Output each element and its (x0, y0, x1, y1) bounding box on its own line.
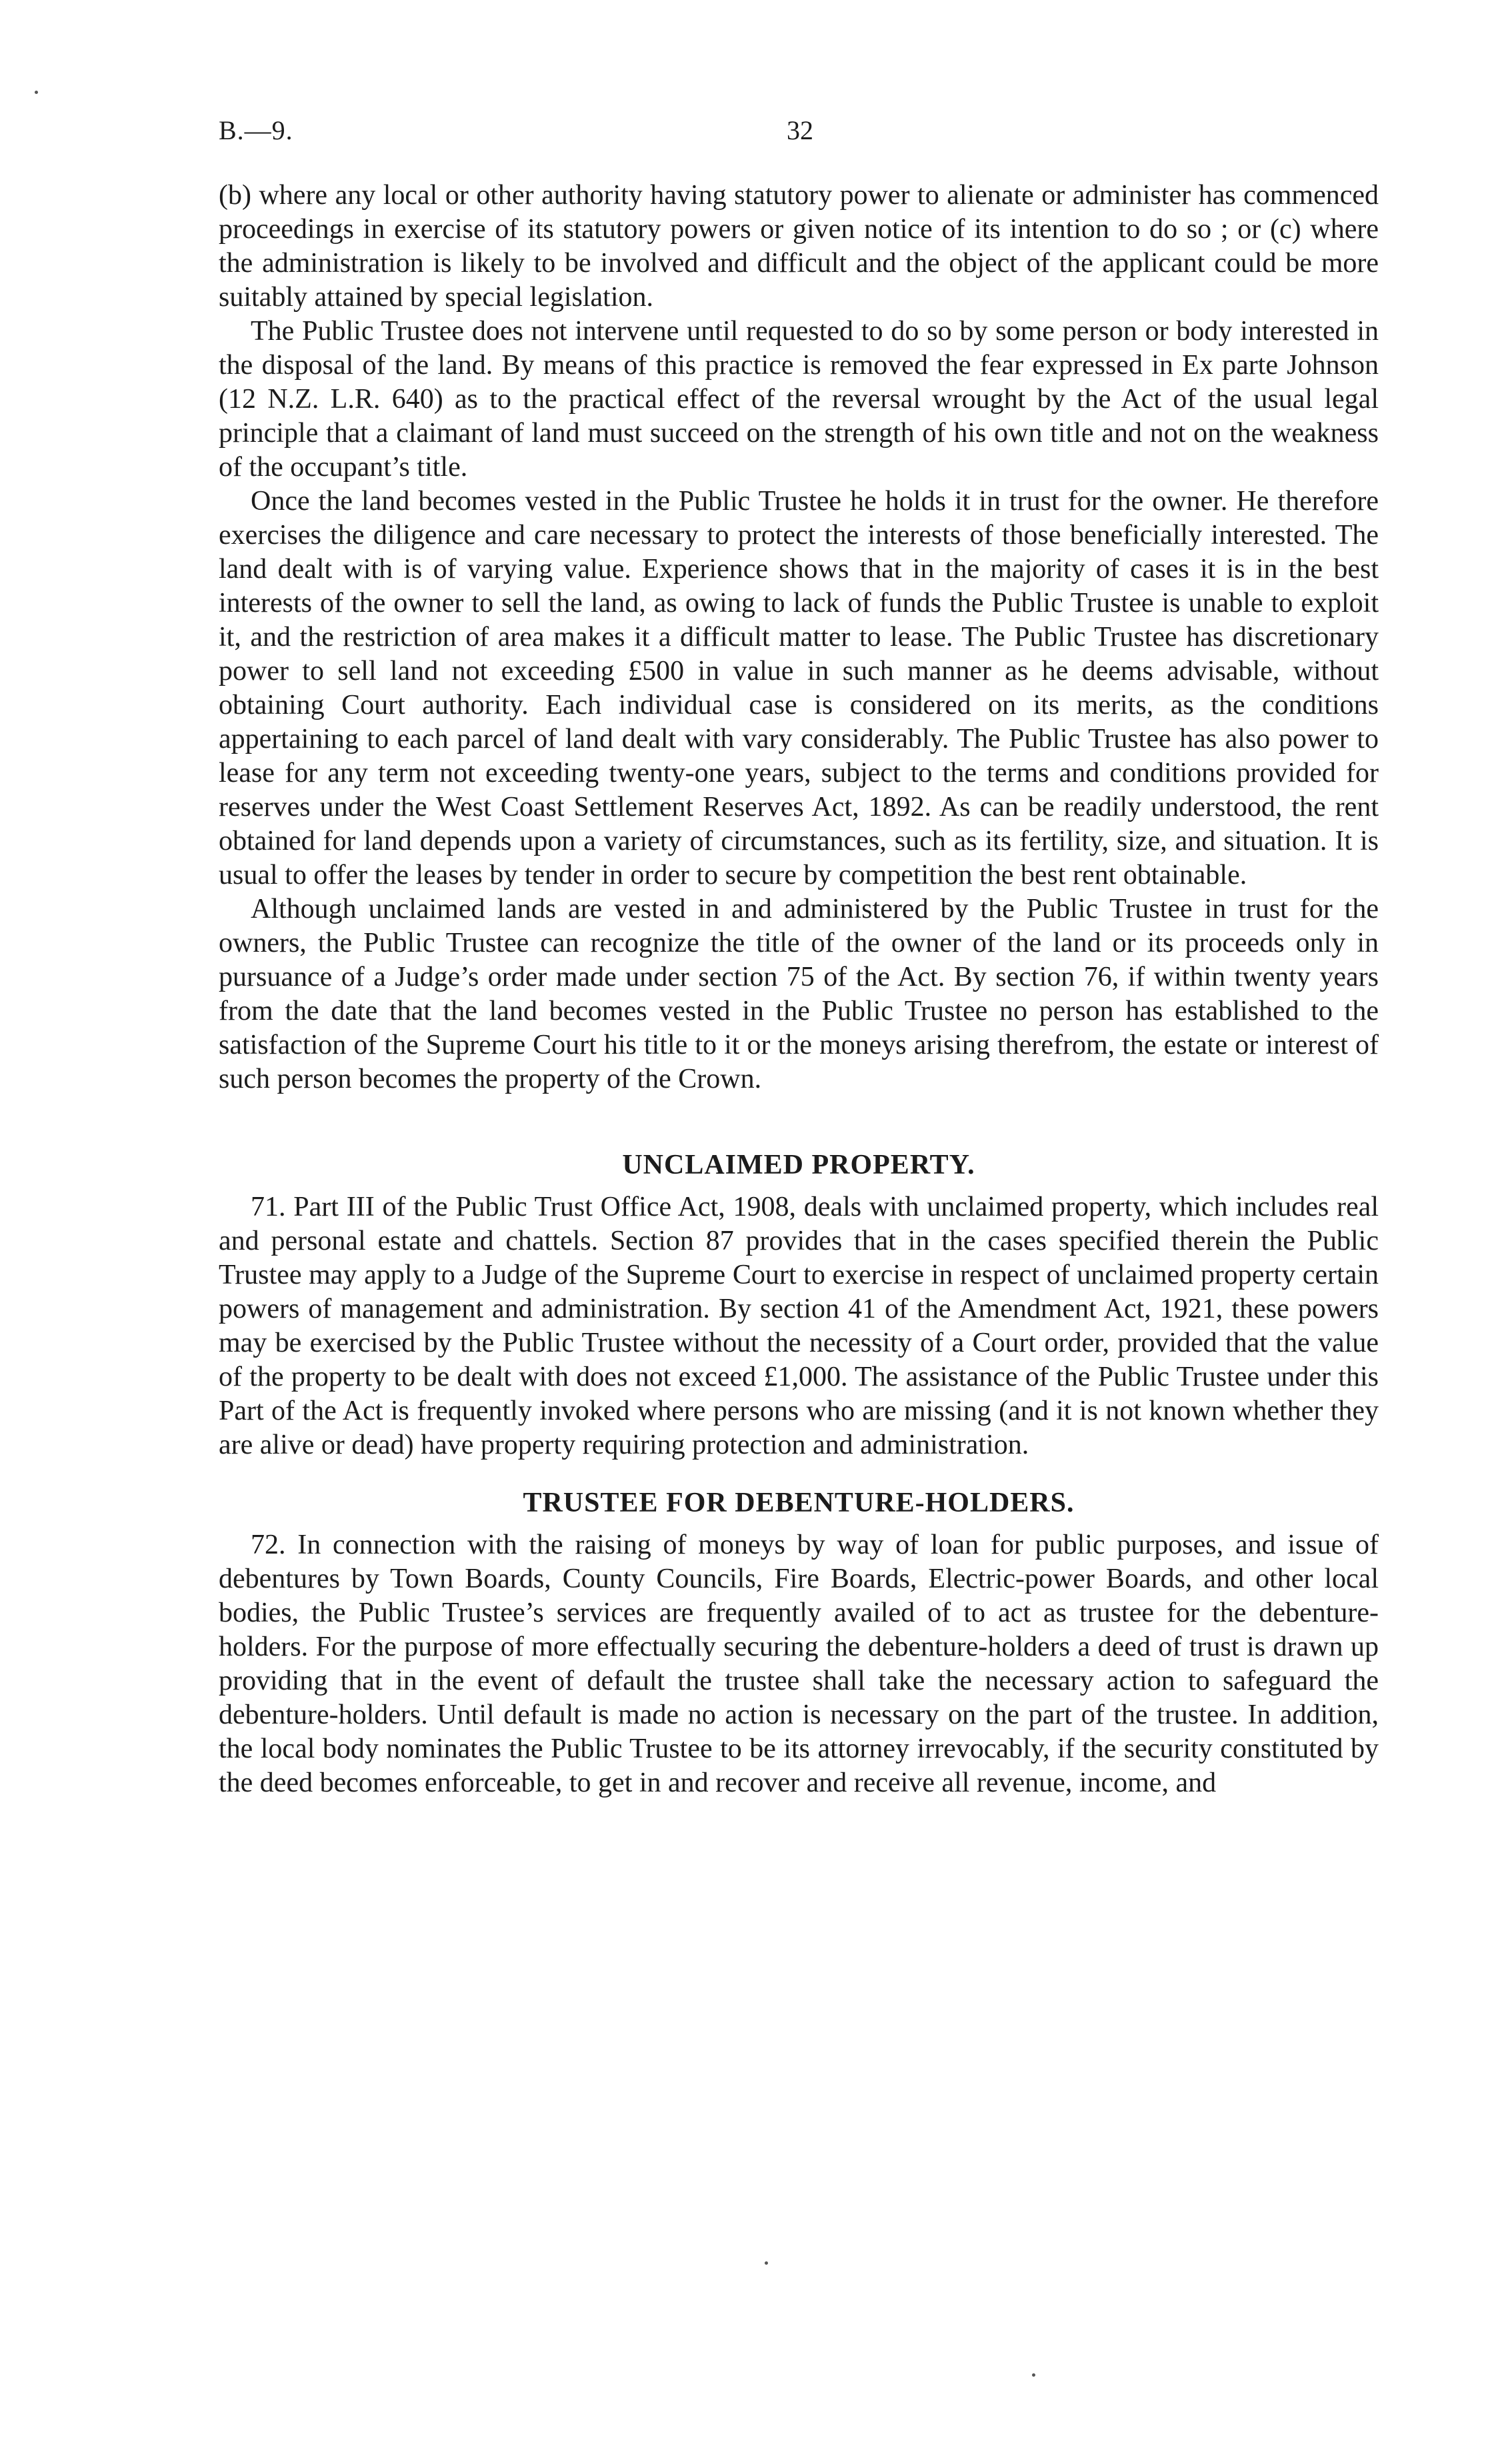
paragraph-intervention: The Public Trustee does not intervene until requested to do so by some person or body interested in the disposal of the land. By means of this practice is removed the fear expressed in Ex parte Johnson (12 N.Z. L.R. 640) as to the practical effect of the reversal wrought by the Act of the usual legal principle that a claimant of land must succeed on the strength of his own title and not on the weakness of the occupant’s title. (219, 316, 1379, 483)
document-reference: B.—9. (219, 115, 293, 145)
page-number: 32 (787, 115, 813, 145)
paragraph-72: 72. In connection with the raising of moneys by way of loan for public purposes, and issue of debentures by Town Boards, County Councils, Fire Boards, Electric-power Boards, and other local bodies, the Public Trustee’s services are frequently availed of to act as trustee for the debenture-holders. For the purpose of more effectually securing the debenture-holders a deed of trust is drawn up providing that in the event of default the trustee shall take the necessary action to safeguard the debenture-holders. Until default is made no action is necessary on the part of the trustee. In addition, the local body nominates the Public Trustee to be its attorney irrevocably, if the security constituted by the deed becomes enforceable, to get in and recover and receive all revenue, income, and (219, 1530, 1379, 1798)
section-heading-debenture-holders: TRUSTEE FOR DEBENTURE-HOLDERS. (523, 1488, 1075, 1518)
paragraph-continuation: (b) where any local or other authority having statutory power to alienate or administer has commenced proceedings in exercise of its statutory powers or given notice of its intention to do so ; or (c) where the administration is likely to be involved and difficult and the object of the applicant could be more suitably attained by special legislation. (219, 180, 1379, 313)
paragraph-unclaimed-lands: Although unclaimed lands are vested in and administered by the Public Trustee in trust for the owners, the Public Trustee can recognize the title of the owner of the land or its proceeds only in pursuance of a Judge’s order made under section 75 of the Act. By section 76, if within twenty years from the date that the land becomes vested in the Public Trustee no person has established to the satisfaction of the Supreme Court his title to it or the moneys arising therefrom, the estate or interest of such person becomes the property of the Crown. (219, 894, 1379, 1094)
scan-speck (1032, 2373, 1035, 2377)
document-body (219, 179, 1379, 1800)
paragraph-71: 71. Part III of the Public Trust Office Act, 1908, deals with unclaimed property, which includes real and personal estate and chattels. Section 87 provides that in the cases specified therein the Public Trustee may apply to a Judge of the Supreme Court to exercise in respect of unclaimed property certain powers of management and administration. By section 41 of the Amendment Act, 1921, these powers may be exercised by the Public Trustee without the necessity of a Court order, provided that the value of the property to be dealt with does not exceed £1,000. The assistance of the Public Trustee under this Part of the Act is frequently invoked where persons who are missing (and it is not known whether they are alive or dead) have property requiring protection and administration. (219, 1192, 1379, 1460)
section-heading-unclaimed-property: UNCLAIMED PROPERTY. (622, 1150, 975, 1180)
scan-speck (35, 91, 38, 94)
scan-speck (765, 2261, 768, 2265)
paragraph-vesting: Once the land becomes vested in the Public Trustee he holds it in trust for the owner. He therefore exercises the diligence and care necessary to protect the interests of those beneficially interested. The land dealt with is of varying value. Experience shows that in the majority of cases it is in the best interests of the owner to sell the land, as owing to lack of funds the Public Trustee is unable to exploit it, and the restriction of area makes it a difficult matter to lease. The Public Trustee has discretionary power to sell land not exceeding £500 in value in such manner as he deems advisable, without obtaining Court authority. Each individual case is considered on its merits, as the conditions appertaining to each parcel of land dealt with vary considerably. The Public Trustee has also power to lease for any term not exceeding twenty-one years, subject to the terms and conditions provided for reserves under the West Coast Settlement Reserves Act, 1892. As can be readily understood, the rent obtained for land depends upon a variety of circumstances, such as its fertility, size, and situation. It is usual to offer the leases by tender in order to secure by competition the best rent obtainable. (219, 486, 1379, 890)
